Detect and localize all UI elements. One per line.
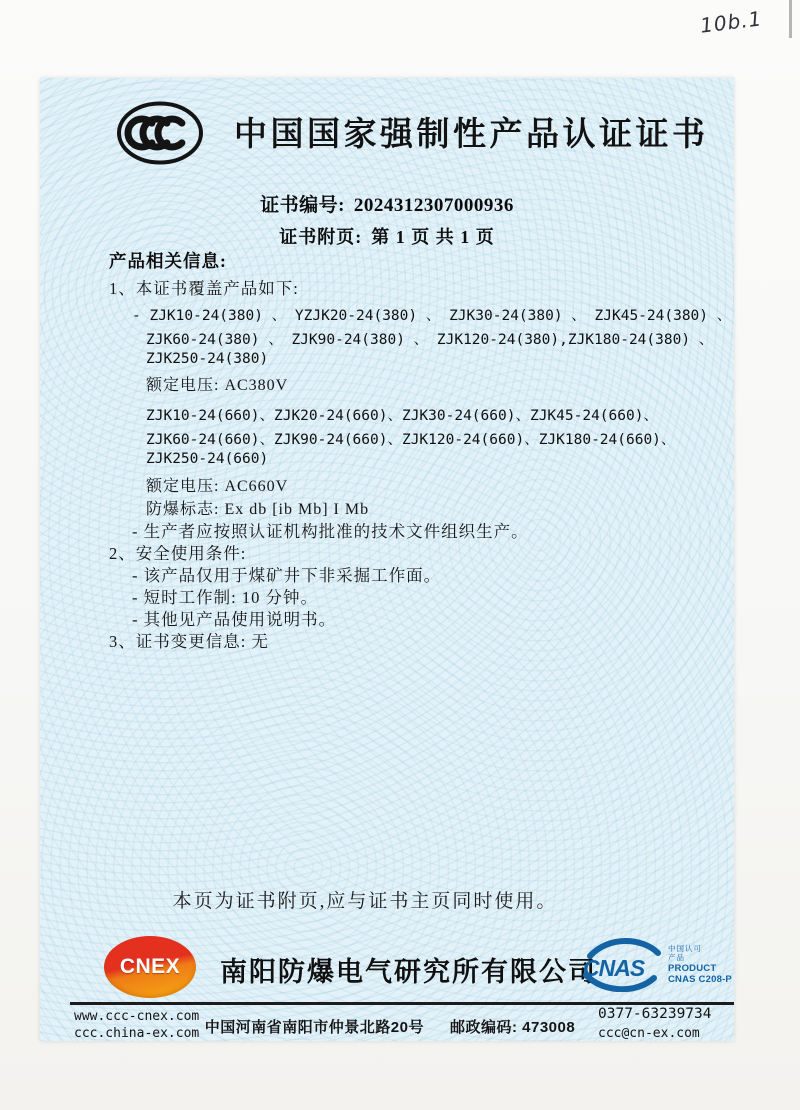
producer-note: - 生产者应按照认证机构批准的技术文件组织生产。: [132, 522, 529, 541]
certificate-page-label: 证书附页:: [279, 227, 363, 247]
product-list-380-line2: ZJK60-24(380) 、 ZJK90-24(380) 、 ZJK120-24(380),ZJK180-24(380) 、: [146, 332, 714, 348]
certificate-number-value: 2024312307000936: [353, 195, 514, 216]
item2-heading: 2、安全使用条件:: [109, 544, 247, 563]
website-2: ccc.china-ex.com: [74, 1026, 200, 1041]
certificate-number-line: [40, 190, 734, 217]
company-name: 南阳防爆电气研究所有限公司: [220, 957, 597, 987]
certificate-page-value: 第 1 页 共 1 页: [371, 227, 495, 247]
address-row: [190, 1016, 590, 1037]
item1-heading: 1、本证书覆盖产品如下:: [109, 279, 299, 298]
cnas-logo: [580, 938, 732, 992]
ex-marking: 防爆标志: Ex db [ib Mb] I Mb: [146, 501, 370, 518]
svg-text:CNAS: CNAS: [583, 955, 645, 981]
certificate-page-line: [40, 223, 734, 249]
cnas-side-line3: PRODUCT: [668, 962, 717, 974]
safety-item-1: - 该产品仅用于煤矿井下非采掘工作面。: [132, 566, 442, 585]
cnas-emblem-icon: [580, 938, 664, 992]
rated-voltage-380: 额定电压: AC380V: [146, 377, 289, 394]
safety-item-2: - 短时工作制: 10 分钟。: [132, 588, 318, 607]
cnas-side-line4: CNAS C208-P: [668, 973, 732, 985]
cnas-side-line2: 产品: [668, 952, 685, 962]
product-list-380-line1: - ZJK10-24(380) 、 YZJK20-24(380) 、 ZJK30-24(380) 、 ZJK45-24(380) 、: [132, 308, 732, 324]
safety-item-3: - 其他见产品使用说明书。: [132, 610, 337, 629]
product-list-660-line1: ZJK10-24(660)、ZJK20-24(660)、ZJK30-24(660)、ZJK45-24(660)、: [146, 408, 658, 424]
website-1: www.ccc-cnex.com: [74, 1009, 200, 1024]
certificate-page: [40, 78, 734, 1041]
cnex-logo-text: CNEX: [119, 955, 181, 978]
footer-divider: [70, 1002, 734, 1005]
cnas-side-text: [668, 945, 732, 985]
section-heading-product-info: 产品相关信息:: [109, 251, 227, 271]
ccc-mark-icon: [116, 101, 204, 165]
email-address: ccc@cn-ex.com: [598, 1026, 700, 1041]
cnex-logo: [104, 936, 196, 998]
certificate-title: 中国国家强制性产品认证证书: [234, 115, 709, 152]
product-list-380-line3: ZJK250-24(380): [146, 351, 269, 367]
cnas-side-line1: 中国认可: [668, 943, 702, 953]
certificate-number-label: 证书编号:: [260, 195, 345, 216]
footnote: 本页为证书附页,应与证书主页同时使用。: [172, 891, 558, 912]
postal-code: 邮政编码: 473008: [449, 1019, 576, 1036]
rated-voltage-660: 额定电压: AC660V: [146, 478, 289, 495]
address: 中国河南省南阳市仲景北路20号: [204, 1019, 424, 1036]
product-list-660-line2: ZJK60-24(660)、ZJK90-24(660)、ZJK120-24(660)、ZJK180-24(660)、: [146, 432, 676, 448]
product-list-660-line3: ZJK250-24(660): [146, 451, 269, 467]
scan-edge-artifact: [789, 0, 792, 38]
handwritten-annotation: 10b.1: [698, 6, 764, 38]
phone-number: 0377-63239734: [598, 1006, 712, 1022]
item3-line: 3、证书变更信息: 无: [109, 632, 269, 651]
